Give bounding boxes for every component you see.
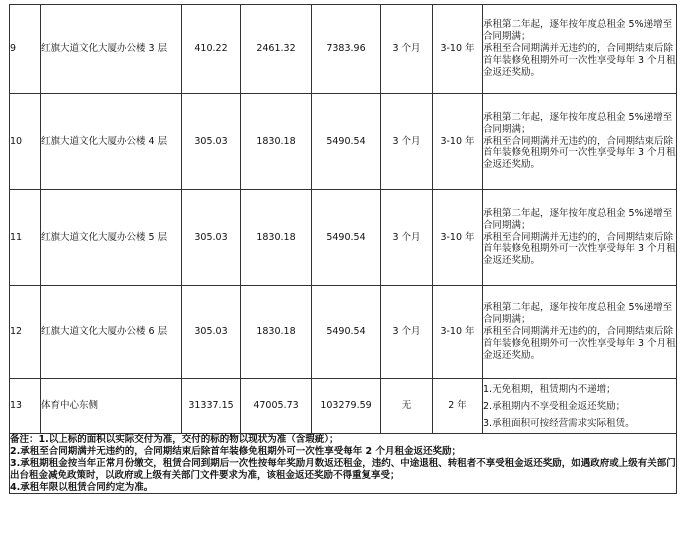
note-line: 承租至合同期满并无违约的，合同期结束后除首年装修免租期外可一次性享受每年 3 个月租金返还奖励。 (483, 43, 676, 78)
rental-listing-table (9, 4, 677, 494)
row-index: 10 (10, 94, 41, 190)
monthly-rent-value: 1830.18 (241, 94, 312, 190)
quarterly-rent-value: 5490.54 (312, 286, 381, 379)
notes-cell (483, 286, 677, 379)
note-line: 承租至合同期满并无违约的，合同期结束后除首年装修免租期外可一次性享受每年 3 个月租金返还奖励。 (483, 231, 676, 267)
quarterly-rent-value: 5490.54 (312, 94, 381, 190)
note-line: 承租至合同期满并无违约的，合同期结束后除首年装修免租期外可一次性享受每年 3 个月租金返还奖励。 (483, 326, 676, 361)
notes-cell (483, 5, 677, 94)
table-row (10, 190, 677, 286)
remarks-cell (10, 434, 677, 494)
quarterly-rent-value: 5490.54 (312, 190, 381, 286)
row-index: 11 (10, 190, 41, 286)
term-value: 3-10 年 (433, 94, 483, 190)
remark-line: 备注：1.以上标的面积以实际交付为准，交付的标的物以现状为准（含瑕疵）； (10, 434, 339, 445)
free-period-value: 3 个月 (381, 94, 433, 190)
area-value: 305.03 (182, 190, 241, 286)
free-period-value: 3 个月 (381, 190, 433, 286)
free-period-value: 3 个月 (381, 286, 433, 379)
monthly-rent-value: 47005.73 (241, 379, 312, 434)
monthly-rent-value: 1830.18 (241, 190, 312, 286)
quarterly-rent-value: 103279.59 (312, 379, 381, 434)
area-value: 410.22 (182, 5, 241, 94)
note-line: 承租至合同期满并无违约的，合同期结束后除首年装修免租期外可一次性享受每年 3 个月租金返还奖励。 (483, 135, 676, 171)
property-name: 红旗大道文化大厦办公楼 5 层 (41, 190, 182, 286)
note-line: 承租第二年起，逐年按年度总租金 5%递增至合同期满； (483, 207, 673, 231)
remark-line: 3.承租期租金按当年正常月份缴交，租赁合同到期后一次性按每年奖励月数返还租金，违约、中途退租、转租者不享受租金返还奖励，如遇政府或上级有关部门出台租金减免政策时，以政府或上级有关部门文件要求为准，该租金返还奖励不得重复享受； (10, 457, 676, 481)
notes-cell (483, 190, 677, 286)
property-name: 红旗大道文化大厦办公楼 4 层 (41, 94, 182, 190)
remarks-row (10, 434, 677, 494)
term-value: 3-10 年 (433, 286, 483, 379)
table-row (10, 286, 677, 379)
area-value: 305.03 (182, 286, 241, 379)
table-row (10, 94, 677, 190)
free-period-value: 无 (381, 379, 433, 434)
note-line: 承租第二年起，逐年按年度总租金 5%递增至合同期满； (483, 111, 673, 135)
property-name: 体育中心东侧 (41, 379, 182, 434)
free-period-value: 3 个月 (381, 5, 433, 94)
monthly-rent-value: 2461.32 (241, 5, 312, 94)
notes-cell (483, 379, 677, 434)
table-row (10, 5, 677, 94)
term-value: 2 年 (433, 379, 483, 434)
note-line: 3.承租面积可按经营需求实际租赁。 (483, 417, 635, 429)
area-value: 31337.15 (182, 379, 241, 434)
row-index: 12 (10, 286, 41, 379)
property-name: 红旗大道文化大厦办公楼 6 层 (41, 286, 182, 379)
quarterly-rent-value: 7383.96 (312, 5, 381, 94)
row-index: 9 (10, 5, 41, 94)
notes-cell (483, 94, 677, 190)
row-index: 13 (10, 379, 41, 434)
term-value: 3-10 年 (433, 190, 483, 286)
remark-line: 4.承租年限以租赁合同约定为准。 (10, 481, 154, 493)
area-value: 305.03 (182, 94, 241, 190)
remark-line: 2.承租至合同期满并无违约的，合同期结束后除首年装修免租期外可一次性享受每年 2 个月租金返还奖励； (10, 445, 461, 457)
note-line: 承租第二年起，逐年按年度总租金 5%递增至合同期满； (483, 302, 673, 326)
property-name: 红旗大道文化大厦办公楼 3 层 (41, 5, 182, 94)
note-line: 承租第二年起，逐年按年度总租金 5%递增至合同期满； (483, 19, 673, 43)
note-line: 1.无免租期，租赁期内不递增； (483, 383, 616, 395)
note-line: 2.承租期内不享受租金返还奖励； (483, 400, 626, 412)
table-row (10, 379, 677, 434)
monthly-rent-value: 1830.18 (241, 286, 312, 379)
term-value: 3-10 年 (433, 5, 483, 94)
